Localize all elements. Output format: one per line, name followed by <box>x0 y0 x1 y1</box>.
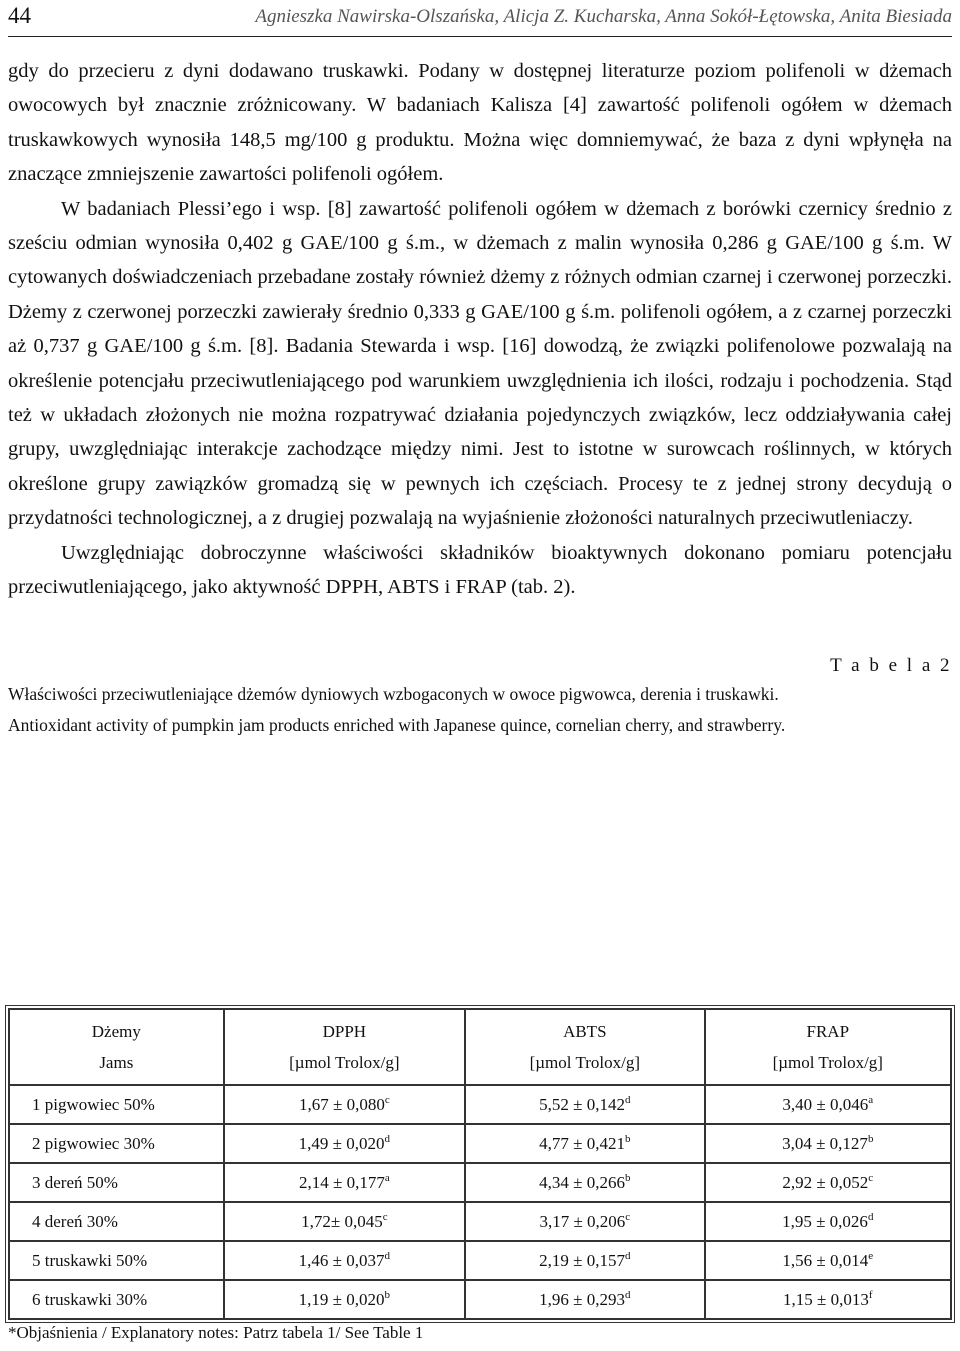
abts-cell: 3,17 ± 0,206$^c$ <box>465 1202 704 1241</box>
table-row <box>9 1241 951 1280</box>
frap-cell: 3,04 ± 0,127$^b$ <box>705 1124 951 1163</box>
frap-cell: 1,56 ± 0,014$^e$ <box>705 1241 951 1280</box>
abts-cell: 1,96 ± 0,293$^d$ <box>465 1280 704 1319</box>
body-paragraph-1: gdy do przecieru z dyni dodawano truskawki. Podany w dostępnej literaturze poziom polifenoli w dżemach owocowych był znacznie zróżnicowany. W badaniach Kalisza [4] zawartość polifenoli ogółem w dżemach truskawkowych wynosiła 148,5 mg/100 g produktu. Można więc domniemywać, że baza z dyni wpłynęła na znaczące zmniejszenie zawartości polifenoli ogółem. <box>8 60 952 186</box>
table-row <box>9 1124 951 1163</box>
dpph-cell: 1,72± 0,045$^c$ <box>224 1202 465 1241</box>
abts-cell: 4,34 ± 0,266$^b$ <box>465 1163 704 1202</box>
header-jams: Dżemy Jams <box>9 1009 224 1085</box>
header-frap: FRAP [µmol Trolox/g] <box>705 1009 951 1085</box>
table-caption-polish: Właściwości przeciwutleniające dżemów dyniowych wzbogaconych w owoce pigwowca, derenia i truskawki. <box>8 683 779 704</box>
document-page <box>8 0 952 739</box>
frap-cell: 1,15 ± 0,013$^f$ <box>705 1280 951 1319</box>
table-row <box>9 1163 951 1202</box>
abts-cell: 5,52 ± 0,142$^d$ <box>465 1085 704 1124</box>
table-header-row <box>9 1009 951 1085</box>
antioxidant-table <box>8 1008 952 1320</box>
jam-name: 2 pigwowiec 30% <box>9 1124 224 1163</box>
header-abts: ABTS [µmol Trolox/g] <box>465 1009 704 1085</box>
dpph-cell: 1,19 ± 0,020$^b$ <box>224 1280 465 1319</box>
dpph-cell: 1,67 ± 0,080$^c$ <box>224 1085 465 1124</box>
running-head-authors: Agnieszka Nawirska-Olszańska, Alicja Z. Kucharska, Anna Sokół-Łętowska, Anita Biesiada <box>255 6 952 27</box>
body-paragraph-3: Uwzględniając dobroczynne właściwości składników bioaktywnych dokonano pomiaru potencjału przeciwutleniającego, jako aktywność DPPH, ABTS i FRAP (tab. 2). <box>8 541 952 599</box>
table-row <box>9 1085 951 1124</box>
header-dpph: DPPH [µmol Trolox/g] <box>224 1009 465 1085</box>
abts-cell: 4,77 ± 0,421$^b$ <box>465 1124 704 1163</box>
table-row <box>9 1202 951 1241</box>
frap-cell: 1,95 ± 0,026$^d$ <box>705 1202 951 1241</box>
jam-name: 5 truskawki 50% <box>9 1241 224 1280</box>
dpph-cell: 1,46 ± 0,037$^d$ <box>224 1241 465 1280</box>
jam-name: 6 truskawki 30% <box>9 1280 224 1319</box>
jam-name: 1 pigwowiec 50% <box>9 1085 224 1124</box>
jam-name: 4 dereń 30% <box>9 1202 224 1241</box>
dpph-cell: 1,49 ± 0,020$^d$ <box>224 1124 465 1163</box>
table-footnote: *Objaśnienia / Explanatory notes: Patrz tabela 1/ See Table 1 <box>8 1323 424 1342</box>
frap-cell: 2,92 ± 0,052$^c$ <box>705 1163 951 1202</box>
table-caption-english: Antioxidant activity of pumpkin jam products enriched with Japanese quince, cornelian cherry, and strawberry. <box>8 714 786 735</box>
abts-cell: 2,19 ± 0,157$^d$ <box>465 1241 704 1280</box>
dpph-cell: 2,14 ± 0,177$^a$ <box>224 1163 465 1202</box>
body-paragraph-2: W badaniach Plessi’ego i wsp. [8] zawartość polifenoli ogółem w dżemach z borówki czernicy średnio z sześciu odmian wynosiła 0,402 g GAE/100 g ś.m., w dżemach z malin wynosiła 0,286 g GAE/100 g ś.m. W cytowanych doświadczeniach przebadane zostały również dżemy z różnych odmian czarnej i czerwonej porzeczki. Dżemy z czerwonej porzeczki zawierały średnio 0,333 g GAE/100 g ś.m. polifenoli ogółem, a z czarnej porzeczki aż 0,737 g GAE/100 g ś.m. [8]. Badania Stewarda i wsp. [16] dowodzą, że związki polifenolowe pozwalają na określenie potencjału przeciwutleniającego pod warunkiem uwzględnienia ich ilości, rodzaju i pochodzenia. Stąd też w układach złożonych nie można rozpatrywać działania pojedynczych związków, lecz oddziaływania całej grupy, uwzględniając interakcje zachodzące między nimi. Jest to istotne w surowcach roślinnych, w których określone grupy zawiązków gromadzą się w pewnych ich częściach. Procesy te z jednej strony decydują o przydatności technologicznej, a z drugiej pozwalają na wyjaśnienie złożoności naturalnych przeciwutleniaczy. <box>8 197 952 530</box>
page-number: 44 <box>8 3 31 28</box>
page-header <box>8 0 952 37</box>
table-number: T a b e l a 2 <box>830 654 952 676</box>
jam-name: 3 dereń 50% <box>9 1163 224 1202</box>
table-row <box>9 1280 951 1319</box>
frap-cell: 3,40 ± 0,046$^a$ <box>705 1085 951 1124</box>
